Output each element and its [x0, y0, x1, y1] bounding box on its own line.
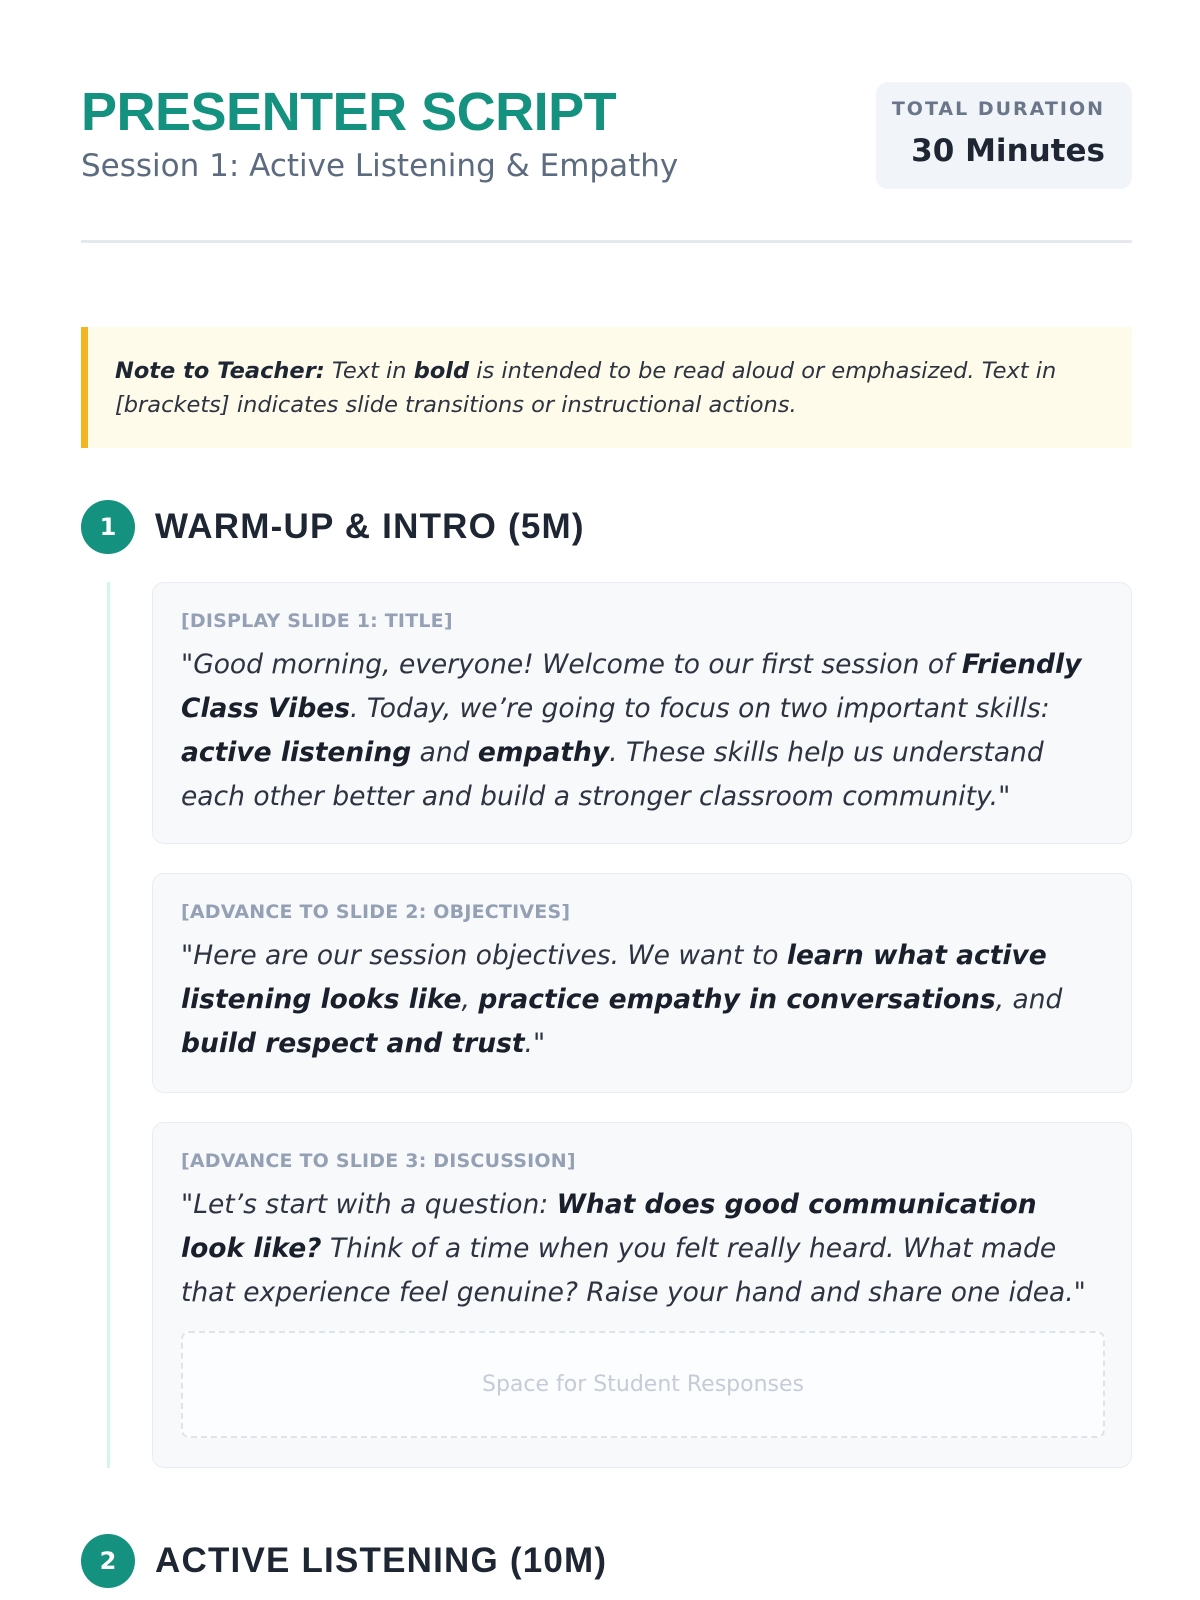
script-emphasis: practice empathy in conversations	[478, 984, 996, 1015]
script-segment: , and	[995, 984, 1063, 1015]
script-emphasis: build respect and trust	[181, 1028, 525, 1059]
script-segment: "Good morning, everyone! Welcome to our first session of	[181, 649, 962, 680]
script-emphasis: What does good communication look like?	[181, 1189, 1037, 1264]
session-subtitle: Session 1: Active Listening & Empathy	[81, 148, 679, 184]
script-card-slide-2	[152, 873, 1132, 1093]
script-segment: and	[411, 737, 478, 768]
script-segment: "Here are our session objectives. We want to	[181, 940, 787, 971]
section-1-timeline	[107, 582, 110, 1468]
section-2-title: ACTIVE LISTENING (10M)	[155, 1541, 608, 1580]
script-text	[181, 643, 1103, 819]
section-2-header	[81, 1534, 981, 1588]
total-duration-label: TOTAL DURATION	[891, 98, 1105, 120]
script-segment: ."	[524, 1028, 546, 1059]
script-emphasis: learn what active listening looks like	[181, 940, 1047, 1015]
total-duration-box	[876, 82, 1132, 189]
script-segment: ,	[461, 984, 479, 1015]
script-segment: Think of a time when you felt really heard. What made that experience feel genuine? Raise your hand and share one idea."	[181, 1233, 1086, 1308]
script-text	[181, 1183, 1103, 1315]
teacher-note-lead: Note to Teacher:	[115, 358, 325, 384]
page-title: PRESENTER SCRIPT	[81, 82, 617, 142]
section-2-number-badge: 2	[81, 1534, 135, 1588]
script-text	[181, 934, 1103, 1066]
script-segment: . Today, we’re going to focus on two important skills:	[350, 693, 1050, 724]
page-header	[81, 78, 1132, 243]
teacher-note	[81, 327, 1132, 448]
script-emphasis: empathy	[477, 737, 610, 768]
section-1-number-badge: 1	[81, 500, 135, 554]
script-card-slide-3	[152, 1122, 1132, 1468]
script-segment: . These skills help us understand each other better and build a stronger classroom community."	[181, 737, 1044, 812]
script-segment: "Let’s start with a question:	[181, 1189, 557, 1220]
section-1-header	[81, 500, 981, 554]
slide-cue: [ADVANCE TO SLIDE 2: OBJECTIVES]	[181, 901, 571, 923]
script-card-slide-1	[152, 582, 1132, 844]
total-duration-value: 30 Minutes	[911, 133, 1105, 169]
script-emphasis: Friendly Class Vibes	[181, 649, 1082, 724]
teacher-note-text-2: is intended to be read aloud or emphasized. Text in [brackets] indicates slide transitions or instructional actions.	[115, 358, 1057, 418]
student-response-area[interactable]: Space for Student Responses	[181, 1331, 1105, 1438]
slide-cue: [DISPLAY SLIDE 1: TITLE]	[181, 610, 453, 632]
slide-cue: [ADVANCE TO SLIDE 3: DISCUSSION]	[181, 1150, 576, 1172]
teacher-note-bold-word: bold	[413, 358, 470, 384]
teacher-note-text-1: Text in	[324, 358, 414, 384]
script-emphasis: active listening	[181, 737, 412, 768]
section-1-title: WARM-UP & INTRO (5M)	[155, 507, 585, 546]
